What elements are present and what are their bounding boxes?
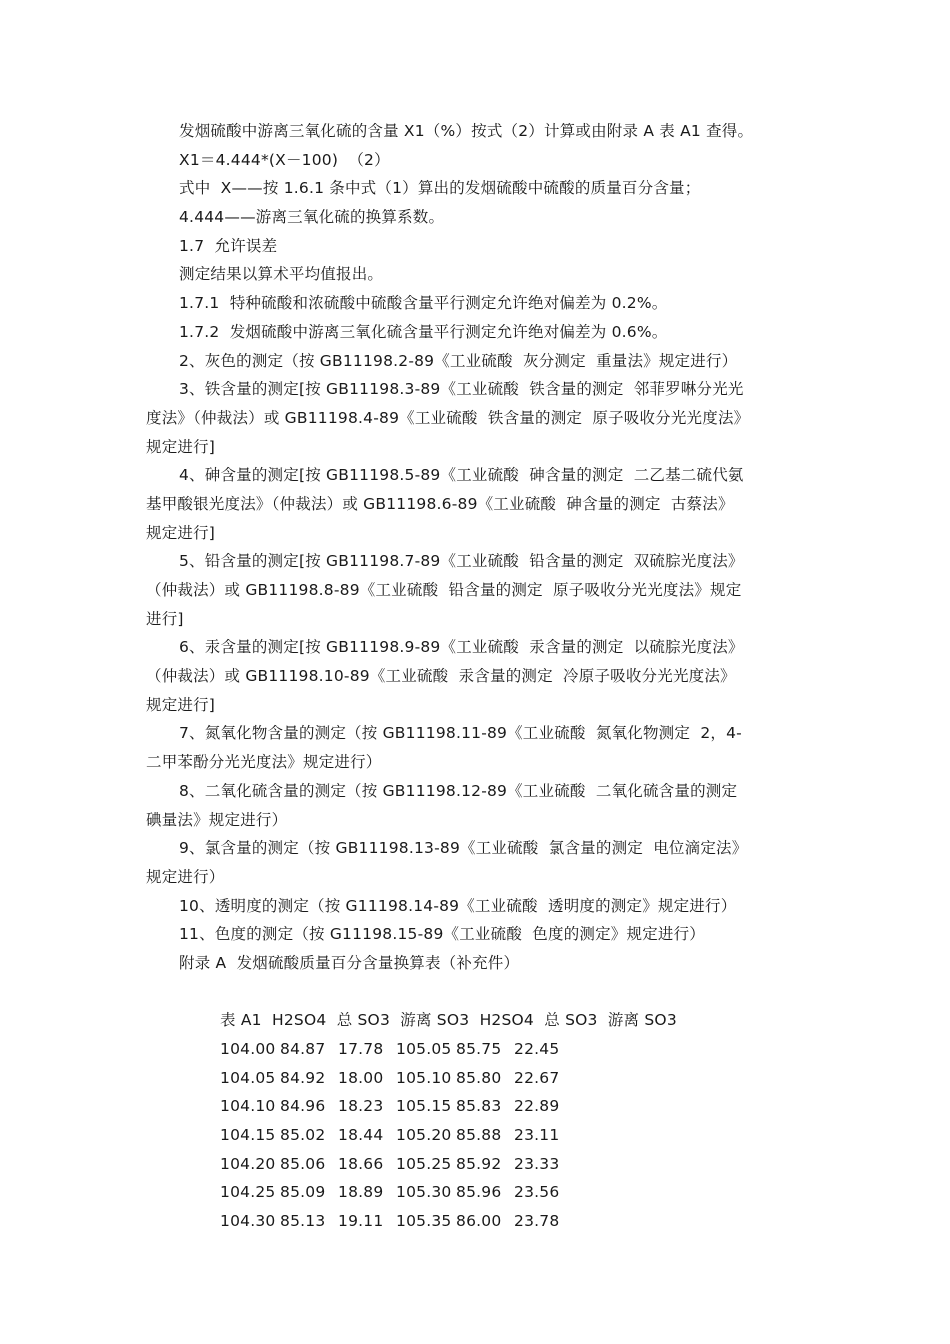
table-cell: 105.10	[396, 1068, 452, 1087]
document-body	[146, 117, 814, 1231]
text-line-4: 4.444——游离三氧化硫的换算系数。	[179, 208, 445, 227]
table-cell: 18.66	[338, 1154, 384, 1173]
conversion-table	[179, 978, 814, 1231]
paragraph-line: 8、二氧化硫含量的测定（按 GB11198.12-89《工业硫酸 二氧化硫含量的测定	[179, 781, 738, 800]
table-cell: 85.02	[280, 1126, 326, 1145]
table-header-cell: 总 SO3	[336, 1011, 391, 1030]
table-cell: 23.33	[514, 1154, 560, 1173]
text-line-1: 发烟硫酸中游离三氧化硫的含量 X1（%）按式（2）计算或由附录 A 表 A1 查得。	[179, 122, 754, 140]
paragraph-line: 9、氯含量的测定（按 GB11198.13-89《工业硫酸 氯含量的测定 电位滴定法》	[179, 839, 748, 858]
table-cell: 19.11	[338, 1212, 384, 1231]
paragraph-line: 基甲酸银光度法》（仲裁法）或 GB11198.6-89《工业硫酸 砷含量的测定 古蔡法》	[146, 494, 734, 513]
table-cell: 18.89	[338, 1183, 384, 1202]
formula-line: X1＝4.444*(X－100) （2）	[179, 150, 390, 169]
table-header-row	[179, 978, 814, 1030]
text-line-6: 测定结果以算术平均值报出。	[179, 265, 384, 284]
text-line-10: 10、透明度的测定（按 G11198.14-89《工业硫酸 透明度的测定》规定进行）	[179, 896, 737, 915]
table-cell: 85.92	[456, 1154, 502, 1173]
text-line-9: 2、灰色的测定（按 GB11198.2-89《工业硫酸 灰分测定 重量法》规定进行）	[179, 351, 738, 370]
paragraph-line: 二甲苯酚分光光度法》规定进行）	[146, 753, 382, 772]
text-line-8: 1.7.2 发烟硫酸中游离三氧化硫含量平行测定允许绝对偏差为 0.6%。	[179, 322, 668, 341]
table-cell: 104.15	[220, 1126, 276, 1145]
paragraph-7	[146, 719, 814, 776]
paragraph-3	[146, 375, 814, 461]
table-cell: 22.89	[514, 1097, 560, 1116]
appendix-heading: 附录 A 发烟硫酸质量百分含量换算表（补充件）	[179, 953, 520, 972]
table-cell: 104.10	[220, 1097, 276, 1116]
table-cell: 23.78	[514, 1212, 560, 1231]
table-cell: 84.92	[280, 1068, 326, 1087]
table-cell: 85.13	[280, 1212, 326, 1231]
table-cell: 105.35	[396, 1212, 452, 1231]
paragraph-line: 度法》（仲裁法）或 GB11198.4-89《工业硫酸 铁含量的测定 原子吸收分光光度法》	[146, 408, 750, 427]
table-cell: 85.83	[456, 1097, 502, 1116]
table-cell: 104.20	[220, 1154, 276, 1173]
table-cell: 85.96	[456, 1183, 502, 1202]
table-cell: 18.44	[338, 1126, 384, 1145]
text-line-3: 式中 X——按 1.6.1 条中式（1）算出的发烟硫酸中硫酸的质量百分含量；	[179, 179, 701, 198]
table-cell: 23.11	[514, 1126, 560, 1145]
table-cell: 104.05	[220, 1068, 276, 1087]
table-cell: 85.75	[456, 1040, 502, 1059]
table-cell: 105.05	[396, 1040, 452, 1059]
paragraph-line: 7、氮氧化物含量的测定（按 GB11198.11-89《工业硫酸 氮氧化物测定 2，4-	[179, 724, 742, 743]
table-cell: 105.15	[396, 1097, 452, 1116]
table-header-cell: 表 A1	[220, 1011, 262, 1030]
table-cell: 18.23	[338, 1097, 384, 1116]
paragraph-line: 碘量法》规定进行）	[146, 810, 288, 829]
paragraph-9	[146, 834, 814, 891]
text-line-7: 1.7.1 特种硫酸和浓硫酸中硫酸含量平行测定允许绝对偏差为 0.2%。	[179, 294, 668, 313]
table-cell: 86.00	[456, 1212, 502, 1231]
table-cell: 18.00	[338, 1068, 384, 1087]
paragraph-8	[146, 777, 814, 834]
table-header-cell: 游离 SO3	[607, 1011, 677, 1030]
table-header-cell: 游离 SO3	[400, 1011, 470, 1030]
paragraph-line: 规定进行）	[146, 867, 225, 886]
table-cell: 84.87	[280, 1040, 326, 1059]
paragraph-line: 3、铁含量的测定[按 GB11198.3-89《工业硫酸 铁含量的测定 邻菲罗啉分光光	[179, 380, 744, 399]
paragraph-line: （仲裁法）或 GB11198.8-89《工业硫酸 铅含量的测定 原子吸收分光光度法》规定	[146, 581, 742, 599]
table-cell: 105.30	[396, 1183, 452, 1202]
table-cell: 85.09	[280, 1183, 326, 1202]
paragraph-line: 规定进行]	[146, 437, 216, 456]
table-cell: 85.88	[456, 1126, 502, 1145]
paragraph-line: 规定进行]	[146, 695, 216, 714]
paragraph-6	[146, 633, 814, 719]
table-cell: 22.45	[514, 1040, 560, 1059]
paragraph-line: 6、汞含量的测定[按 GB11198.9-89《工业硫酸 汞含量的测定 以硫腙光度法》	[179, 638, 744, 657]
paragraph-line: 进行]	[146, 609, 184, 628]
table-cell: 84.96	[280, 1097, 326, 1116]
table-cell: 105.20	[396, 1126, 452, 1145]
paragraph-line: （仲裁法）或 GB11198.10-89《工业硫酸 汞含量的测定 冷原子吸收分光光度法》	[146, 667, 736, 686]
paragraph-line: 规定进行]	[146, 523, 216, 542]
table-cell: 85.06	[280, 1154, 326, 1173]
table-cell: 23.56	[514, 1183, 560, 1202]
paragraph-5	[146, 547, 814, 633]
table-header-cell: H2SO4	[272, 1011, 327, 1030]
table-cell: 17.78	[338, 1040, 384, 1059]
table-cell: 104.00	[220, 1040, 276, 1059]
text-line-11: 11、色度的测定（按 G11198.15-89《工业硫酸 色度的测定》规定进行）	[179, 925, 705, 944]
table-header-cell: H2SO4	[479, 1011, 534, 1030]
table-cell: 105.25	[396, 1154, 452, 1173]
paragraph-4	[146, 461, 814, 547]
table-cell: 22.67	[514, 1068, 560, 1087]
table-cell: 104.30	[220, 1212, 276, 1231]
section-heading-1-7: 1.7 允许误差	[179, 236, 278, 255]
paragraph-line: 5、铅含量的测定[按 GB11198.7-89《工业硫酸 铅含量的测定 双硫腙光度法》	[179, 552, 744, 571]
paragraph-line: 4、砷含量的测定[按 GB11198.5-89《工业硫酸 砷含量的测定 二乙基二硫代氨	[179, 466, 744, 485]
table-header-cell: 总 SO3	[544, 1011, 598, 1030]
table-cell: 104.25	[220, 1183, 276, 1202]
table-cell: 85.80	[456, 1068, 502, 1087]
